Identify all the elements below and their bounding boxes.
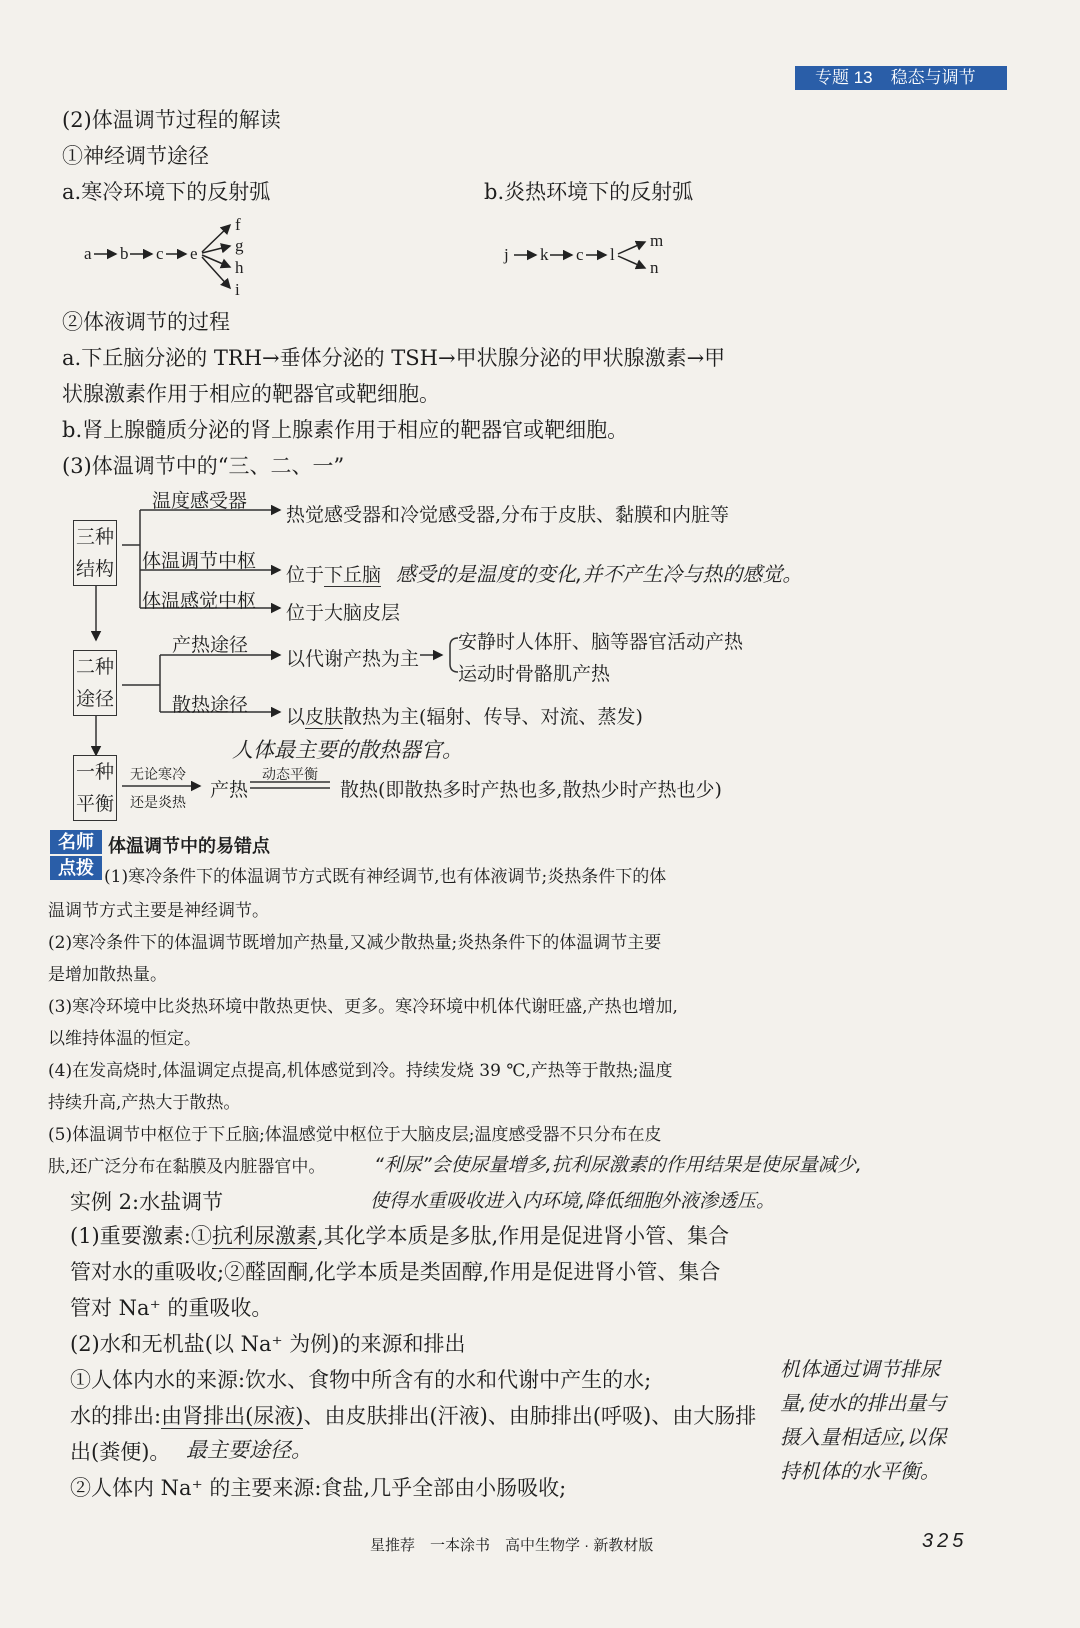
heat-production-label: 产热途径 [172, 634, 249, 656]
handwritten-note-skin: 人体最主要的散热器官。 [232, 738, 463, 762]
reflex-arc-hot [500, 228, 690, 288]
tips-title: 体温调节中的易错点 [108, 836, 270, 856]
box2-line2: 途径 [75, 688, 114, 710]
node-f: f [235, 215, 241, 234]
node-c: c [156, 244, 164, 263]
box3-line1: 一种 [75, 761, 114, 783]
heat-loss-text: 以皮肤散热为主(辐射、传导、对流、蒸发) [286, 706, 643, 728]
ex2-line-3: 管对 Na⁺ 的重吸收。 [70, 1296, 273, 1320]
tips-badge-bottom: 点拨 [50, 856, 102, 880]
tip-line-4: 是增加散热量。 [48, 965, 167, 985]
eq-dynamic-balance: 动态平衡 [262, 767, 318, 783]
eq-condition-top: 无论寒冷 [130, 767, 186, 783]
sensation-center-text: 位于大脑皮层 [286, 602, 401, 624]
eq-heat-production: 产热 [210, 779, 249, 801]
tips-badge-top: 名师 [50, 830, 102, 854]
node-e: e [190, 244, 198, 263]
box3-line2: 平衡 [75, 793, 114, 815]
tip-line-7: (4)在发高烧时,体温调定点提高,机体感觉到冷。持续发烧 39 ℃,产热等于散热;温度 [48, 1061, 673, 1081]
ex2-line-4: (2)水和无机盐(以 Na⁺ 为例)的来源和排出 [70, 1332, 466, 1356]
box-two-pathways [73, 650, 117, 716]
section3-title: (3)体温调节中的“三、二、一” [62, 454, 345, 478]
arc-b-label: b.炎热环境下的反射弧 [484, 180, 694, 204]
node-l: l [610, 245, 615, 264]
node-b: b [120, 244, 129, 263]
side-note-line-3: 摄入量相适应,以保 [780, 1425, 947, 1449]
topic-name: 稳态与调节 [890, 68, 976, 87]
tip-line-1: (1)寒冷条件下的体温调节方式既有神经调节,也有体液调节;炎热条件下的体 [104, 867, 667, 887]
thermoreceptor-label: 温度感受器 [152, 490, 248, 512]
side-note-line-1: 机体通过调节排尿 [780, 1357, 940, 1381]
heat-production-exercise: 运动时骨骼肌产热 [458, 663, 611, 685]
handwritten-note-diuresis-2: 使得水重吸收进入内环境,降低细胞外液渗透压。 [370, 1190, 776, 1212]
tip-line-2: 温调节方式主要是神经调节。 [48, 901, 269, 921]
tip-line-8: 持续升高,产热大于散热。 [48, 1093, 241, 1113]
ex2-line-1: (1)重要激素:①抗利尿激素,其化学本质是多肽,作用是促进肾小管、集合 [70, 1224, 730, 1248]
example2-title: 实例 2:水盐调节 [70, 1190, 224, 1214]
thermoreceptor-text: 热觉感受器和冷觉感受器,分布于皮肤、黏膜和内脏等 [286, 504, 730, 526]
heat-production-text: 以代谢产热为主 [286, 648, 420, 670]
regulation-center-text: 位于下丘脑 [286, 564, 382, 586]
node-k: k [540, 245, 549, 264]
box1-line2: 结构 [75, 558, 114, 580]
ex2-line-8: ②人体内 Na⁺ 的主要来源:食盐,几乎全部由小肠吸收; [70, 1476, 567, 1500]
eq-condition-bottom: 还是炎热 [130, 795, 186, 811]
ex2-line-7: 出(粪便)。 [70, 1440, 171, 1464]
topic-badge [795, 66, 1007, 90]
node-g: g [235, 236, 244, 255]
tip-line-5: (3)寒冷环境中比炎热环境中散热更快、更多。寒冷环境中机体代谢旺盛,产热也增加, [48, 997, 678, 1017]
node-i: i [235, 280, 240, 299]
handwritten-note-diuresis-1: “利尿”会使尿量增多,抗利尿激素的作用结果是使尿量减少, [374, 1154, 862, 1176]
node-a: a [84, 244, 92, 263]
node-h: h [235, 258, 244, 277]
box-one-balance [73, 755, 117, 821]
regulation-center-label: 体温调节中枢 [142, 550, 257, 572]
tip-line-9: (5)体温调节中枢位于下丘脑;体温感觉中枢位于大脑皮层;温度感受器不只分布在皮 [48, 1125, 662, 1145]
side-note-line-2: 量,使水的排出量与 [780, 1391, 947, 1415]
ex2-line-6: 水的排出:由肾排出(尿液)、由皮肤排出(汗液)、由肺排出(呼吸)、由大肠排 [70, 1404, 757, 1428]
tip-line-3: (2)寒冷条件下的体温调节既增加产热量,又减少散热量;炎热条件下的体温调节主要 [48, 933, 662, 953]
humoral-b: b.肾上腺髓质分泌的肾上腺素作用于相应的靶器官或靶细胞。 [62, 418, 629, 442]
tip-line-10: 肤,还广泛分布在黏膜及内脏器官中。 [48, 1157, 326, 1177]
eq-heat-loss: 散热(即散热多时产热也多,散热少时产热也少) [340, 779, 722, 801]
subsection-humoral: ②体液调节的过程 [62, 310, 230, 334]
footer-book-info: 星推荐 一本涂书 高中生物学 · 新教材版 [370, 1537, 654, 1554]
page-number: 325 [922, 1530, 968, 1552]
arc-a-label: a.寒冷环境下的反射弧 [62, 180, 271, 204]
ex2-line-5: ①人体内水的来源:饮水、食物中所含有的水和代谢中产生的水; [70, 1368, 652, 1392]
reflex-arc-cold [80, 215, 270, 310]
sensation-center-label: 体温感觉中枢 [142, 590, 257, 612]
section-title: (2)体温调节过程的解读 [62, 108, 281, 132]
box-three-structures [73, 520, 117, 586]
subsection-neural: ①神经调节途径 [62, 144, 209, 168]
node-n: n [650, 258, 659, 277]
ex2-line-2: 管对水的重吸收;②醛固酮,化学本质是类固醇,作用是促进肾小管、集合 [70, 1260, 721, 1284]
node-m: m [650, 231, 664, 250]
heat-production-rest: 安静时人体肝、脑等器官活动产热 [458, 631, 744, 653]
node-j: j [504, 245, 509, 264]
node-c2: c [576, 245, 584, 264]
topic-number: 专题 13 [815, 68, 873, 87]
humoral-a-line1: a.下丘脑分泌的 TRH→垂体分泌的 TSH→甲状腺分泌的甲状腺激素→甲 [62, 346, 726, 370]
humoral-a-line2: 状腺激素作用于相应的靶器官或靶细胞。 [62, 382, 440, 406]
handwritten-note-main-route: 最主要途径。 [186, 1438, 312, 1462]
tip-line-6: 以维持体温的恒定。 [48, 1029, 201, 1049]
handwritten-note-hypothalamus: 感受的是温度的变化,并不产生冷与热的感觉。 [396, 562, 803, 586]
box1-line1: 三种 [75, 526, 114, 548]
box2-line1: 二种 [75, 656, 114, 678]
handwritten-side-note [780, 1352, 946, 1488]
side-note-line-4: 持机体的水平衡。 [780, 1459, 940, 1483]
heat-loss-label: 散热途径 [172, 694, 249, 716]
